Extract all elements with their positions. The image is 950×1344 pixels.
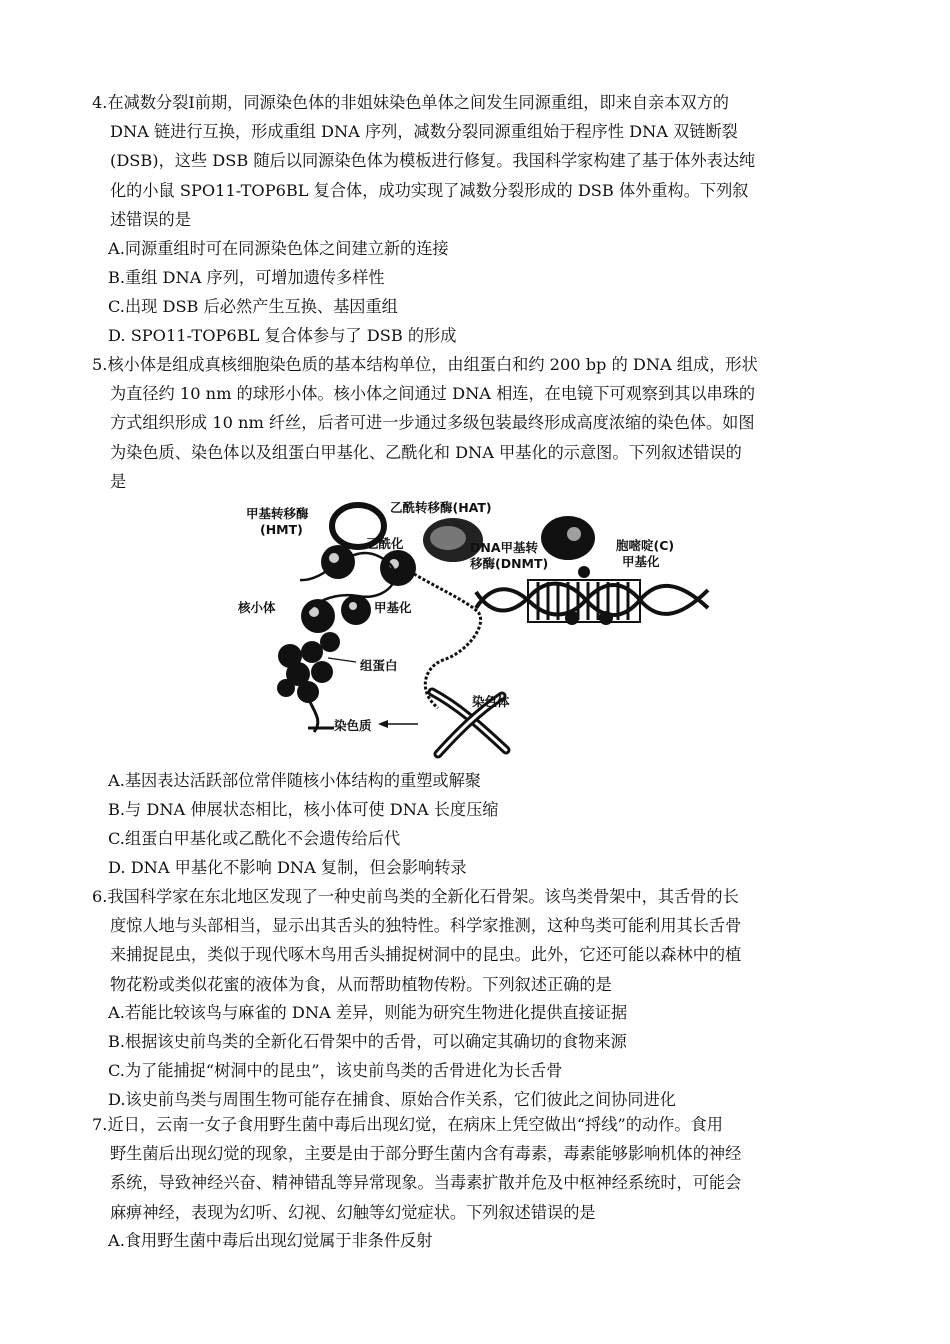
arrow-head [378,720,388,728]
question-6 [92,882,862,999]
question-6-option-a: A.若能比较该鸟与麻雀的 DNA 差异，则能为研究生物进化提供直接证据 [108,1003,628,1022]
question-6-option-b: B.根据该史前鸟类的全新化石骨架中的舌骨，可以确定其确切的食物来源 [108,1032,627,1051]
question-5-line: 为直径约 10 nm 的球形小体。核小体之间通过 DNA 相连，在电镜下可观察到其以串珠的 [110,384,756,404]
question-4-option-a: A.同源重组时可在同源染色体之间建立新的连接 [108,239,449,258]
question-6-line: 来捕捉昆虫，类似于现代啄木鸟用舌头捕捉树洞中的昆虫。此外，它还可能以森林中的植 [110,945,742,965]
question-6-option-d: D.该史前鸟类与周围生物可能存在捕食、原始合作关系，它们彼此之间协同进化 [108,1090,676,1109]
question-5-line: 是 [110,471,127,491]
question-5-line: 5.核小体是组成真核细胞染色质的基本结构单位，由组蛋白和约 200 bp 的 DNA 组成，形状 [92,355,758,374]
question-5-option-c: C.组蛋白甲基化或乙酰化不会遗传给后代 [108,829,401,848]
question-5-option-d: D. DNA 甲基化不影响 DNA 复制，但会影响转录 [108,858,467,877]
question-5-option-b: B.与 DNA 伸展状态相比，核小体可使 DNA 长度压缩 [108,800,499,819]
label-dnmt-2: 移酶(DNMT) [470,556,549,571]
chromatin-diagram [238,492,718,760]
label-hmt-1: 甲基转移酶 [246,506,309,521]
question-4 [92,88,862,234]
label-methyl: 甲基化 [374,600,412,615]
question-7 [92,1110,862,1227]
question-4-line: (DSB)，这些 DSB 随后以同源染色体为模板进行修复。我国科学家构建了基于体外表达纯 [110,151,756,171]
label-dnmt-1: DNA甲基转 [470,540,539,555]
question-6-line: 6.我国科学家在东北地区发现了一种史前鸟类的全新化石骨架。该鸟类骨架中，其舌骨的长 [92,887,739,906]
label-hat: 乙酰转移酶(HAT) [390,500,492,515]
dna-double-helix [476,566,708,625]
question-5-option-a: A.基因表达活跃部位常伴随核小体结构的重塑或解聚 [108,771,481,790]
question-6-line: 物花粉或类似花蜜的液体为食，从而帮助植物传粉。下列叙述正确的是 [110,974,612,994]
question-4-line: 化的小鼠 SPO11-TOP6BL 复合体，成功实现了减数分裂形成的 DSB 体外重构。下列叙 [110,180,749,200]
label-acetyl: 乙酰化 [366,536,404,551]
question-4-option-d: D. SPO11-TOP6BL 复合体参与了 DSB 的形成 [108,326,457,345]
label-chromosome: 染色体 [472,694,510,709]
question-7-line: 麻痹神经，表现为幻听、幻视、幻触等幻觉症状。下列叙述错误的是 [110,1202,596,1222]
dnmt-enzyme-shape [541,516,595,560]
label-nucleosome: 核小体 [238,600,276,615]
question-4-option-c: C.出现 DSB 后必然产生互换、基因重组 [108,297,398,316]
label-histone: 组蛋白 [360,658,398,673]
question-7-option-a: A.食用野生菌中毒后出现幻觉属于非条件反射 [108,1231,433,1250]
nucleosome-cluster-upper [300,545,481,708]
question-4-line: 述错误的是 [110,209,191,229]
question-4-option-b: B.重组 DNA 序列，可增加遗传多样性 [108,268,385,287]
question-5-line: 方式组织形成 10 nm 纤丝，后者可进一步通过多级包装最终形成高度浓缩的染色体。如图 [110,413,755,433]
question-4-line: DNA 链进行互换，形成重组 DNA 序列，减数分裂同源重组始于程序性 DNA 双链断裂 [110,122,738,142]
nucleosome-cluster-lower [277,632,340,732]
question-7-line: 野生菌后出现幻觉的现象，主要是由于部分野生菌内含有毒素，毒素能够影响机体的神经 [110,1144,742,1164]
question-4-line: 4.在减数分裂Ⅰ前期，同源染色体的非姐妹染色单体之间发生同源重组，即来自亲本双方的 [92,93,729,112]
label-cytosine-1: 胞嘧啶(C) [616,538,675,553]
label-hmt-2: (HMT) [260,522,303,537]
question-7-line: 7.近日，云南一女子食用野生菌中毒后出现幻觉，在病床上凭空做出“捋线”的动作。食用 [92,1115,723,1134]
question-5-line: 为染色质、染色体以及组蛋白甲基化、乙酰化和 DNA 甲基化的示意图。下列叙述错误的 [110,442,742,462]
question-7-line: 系统，导致神经兴奋、精神错乱等异常现象。当毒素扩散并危及中枢神经系统时，可能会 [110,1173,742,1193]
question-5 [92,350,862,496]
question-6-option-c: C.为了能捕捉“树洞中的昆虫”，该史前鸟类的舌骨进化为长舌骨 [108,1061,563,1080]
label-chromatin: 染色质 [334,718,372,733]
label-cytosine-2: 甲基化 [622,554,660,569]
question-6-line: 度惊人地与头部相当，显示出其舌头的独特性。科学家推测，这种鸟类可能利用其长舌骨 [110,916,742,936]
